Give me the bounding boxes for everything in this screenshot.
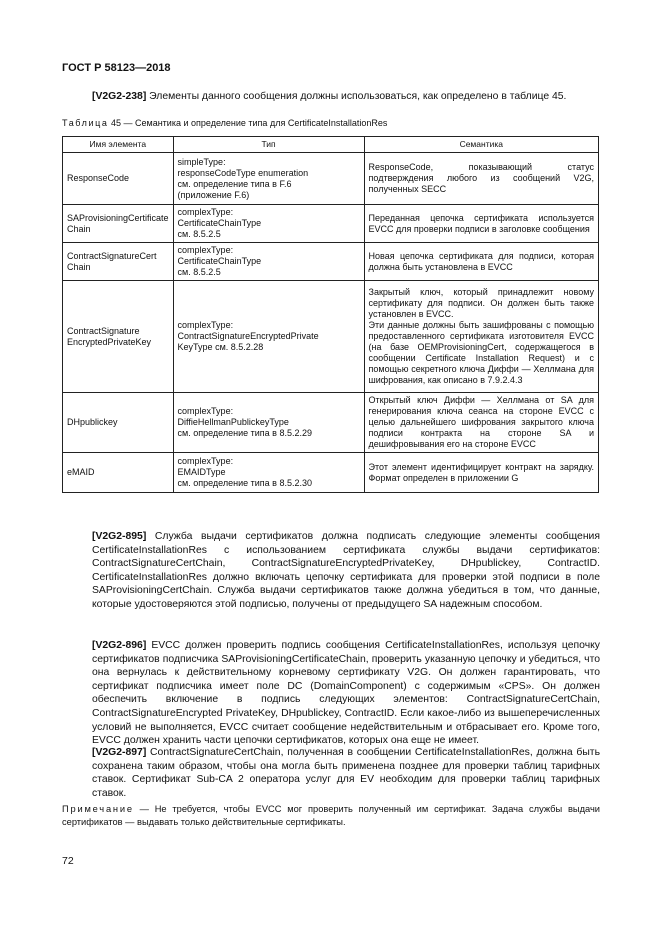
caption-text: 45 — Семантика и определение типа для CertificateInstallationRes <box>108 118 388 128</box>
table-row <box>63 153 599 205</box>
caption-label: Таблица <box>62 118 109 128</box>
cell-element-name: DHpublickey <box>63 393 174 453</box>
document-id: ГОСТ Р 58123—2018 <box>62 62 171 74</box>
requirement-id: [V2G2-897] <box>92 747 147 758</box>
table-caption <box>62 118 387 128</box>
requirement-text: EVCC должен проверить подпись сообщения CertificateInstallationRes, используя цепочку сертификатов подписчика SAProvisioningCertificateChain, проверить указанную цепочку и убедиться, что она вернулась к действительному корневому сертификату V2G. Он должен гарантировать, что сертификат подписчика имеет поле DC (DomainComponent) с содержимым «CPS». Он должен обеспечить включение в подпись следующих элементов: ContractSignatureCertChain, ContractSignatureEncrypted PrivateKey, DHpublickey, ContractID. Если какое-либо из вышеперечисленных условий не выполняется, EVCC считает сообщение недействительным и отбрасывает его. Кроме того, EVCC должен хранить части цепочки сертификатов, которых она еще не имеет. <box>92 640 600 747</box>
requirement-895 <box>92 530 600 612</box>
cell-element-name: ContractSignature EncryptedPrivateKey <box>63 281 174 393</box>
note-text: — Не требуется, чтобы EVCC мог проверить полученный им сертификат. Задача службы выдачи сертификатов — выдавать только действительные сертификаты. <box>62 804 600 827</box>
cell-semantics: ResponseCode, показывающий статус подтверждения любого из сообщений V2G, полученных SECC <box>364 153 598 205</box>
cell-element-name: ContractSignatureCert Chain <box>63 243 174 281</box>
requirement-896 <box>92 639 600 748</box>
requirement-text: ContractSignatureCertChain, полученная в сообщении CertificateInstallationRes, должна быть сохранена таким образом, чтобы она могла быть применена позднее для проверки таблиц тарифных ставок. Сертификат Sub-CA 2 оператора услуг для EV необходим для проверки таблиц тарифных ставок. <box>92 747 600 799</box>
intro-paragraph <box>92 91 612 102</box>
requirement-id: [V2G2-896] <box>92 640 147 651</box>
cell-type: complexType: CertificateChainType см. 8.5.2.5 <box>173 205 364 243</box>
semantics-table <box>62 136 599 493</box>
cell-semantics: Этот элемент идентифицирует контракт на зарядку. Формат определен в приложении G <box>364 453 598 493</box>
note-label: Примечание <box>62 804 134 814</box>
cell-semantics: Переданная цепочка сертификата используется EVCC для проверки подписи в заголовке сообщения <box>364 205 598 243</box>
header-semantics: Семантика <box>364 137 598 153</box>
note-paragraph <box>62 803 600 829</box>
cell-type: complexType: EMAIDType см. определение типа в 8.5.2.30 <box>173 453 364 493</box>
table-row <box>63 205 599 243</box>
table-row <box>63 281 599 393</box>
header-element-name: Имя элемента <box>63 137 174 153</box>
requirement-897 <box>92 746 600 800</box>
table-row <box>63 393 599 453</box>
cell-type: complexType: CertificateChainType см. 8.5.2.5 <box>173 243 364 281</box>
cell-semantics: Открытый ключ Диффи — Хеллмана от SA для генерирования ключа сеанса на стороне EVCC с целью дальнейшего шифрования закрытого ключа подписи контракта на стороне SA и дешифровывания его на стороне EVCC <box>364 393 598 453</box>
cell-type: complexType: DiffieHellmanPublickeyType см. определение типа в 8.5.2.29 <box>173 393 364 453</box>
cell-element-name: SAProvisioningCertificate Chain <box>63 205 174 243</box>
requirement-text: Служба выдачи сертификатов должна подписать следующие элементы сообщения CertificateInstallationRes с использованием сертификата службы выдачи сертификатов: ContractSignatureCertChain, ContractSignatureEncryptedPrivateKey, DHpublickey, ContractID. CertificateInstallationRes должно включать цепочку сертификата для проверки этой подписи в поле SAProvisioningCertChain. Служба выдачи сертификатов также должна убедиться в том, что данные, которые удостоверяются этой подписью, получены от предыдущего SA надежным способом. <box>92 531 600 610</box>
requirement-id: [V2G2-238] <box>92 91 147 102</box>
page-number: 72 <box>62 855 74 867</box>
cell-type: simpleType: responseCodeType enumeration см. определение типа в F.6 (приложение F.6) <box>173 153 364 205</box>
header-type: Тип <box>173 137 364 153</box>
cell-semantics: Новая цепочка сертификата для подписи, которая должна быть установлена в EVCC <box>364 243 598 281</box>
table-header-row <box>63 137 599 153</box>
cell-semantics: Закрытый ключ, который принадлежит новому сертификату для подписи. Он должен быть также установлен в EVCC. Эти данные должны быть зашифрованы с помощью предоставленного сертификата изготовителя EVCC (на базе OEMProvisioningCert, содержащегося в сообщении Certificate Installation Request) и с помощью секретного ключа Диффи — Хеллмана для шифрования, как описано в 7.9.2.4.3 <box>364 281 598 393</box>
cell-element-name: ResponseCode <box>63 153 174 205</box>
cell-element-name: eMAID <box>63 453 174 493</box>
intro-text: Элементы данного сообщения должны использоваться, как определено в таблице 45. <box>146 91 567 102</box>
table-row <box>63 453 599 493</box>
requirement-id: [V2G2-895] <box>92 531 147 542</box>
table-row <box>63 243 599 281</box>
cell-type: complexType: ContractSignatureEncryptedPrivate KeyType см. 8.5.2.28 <box>173 281 364 393</box>
